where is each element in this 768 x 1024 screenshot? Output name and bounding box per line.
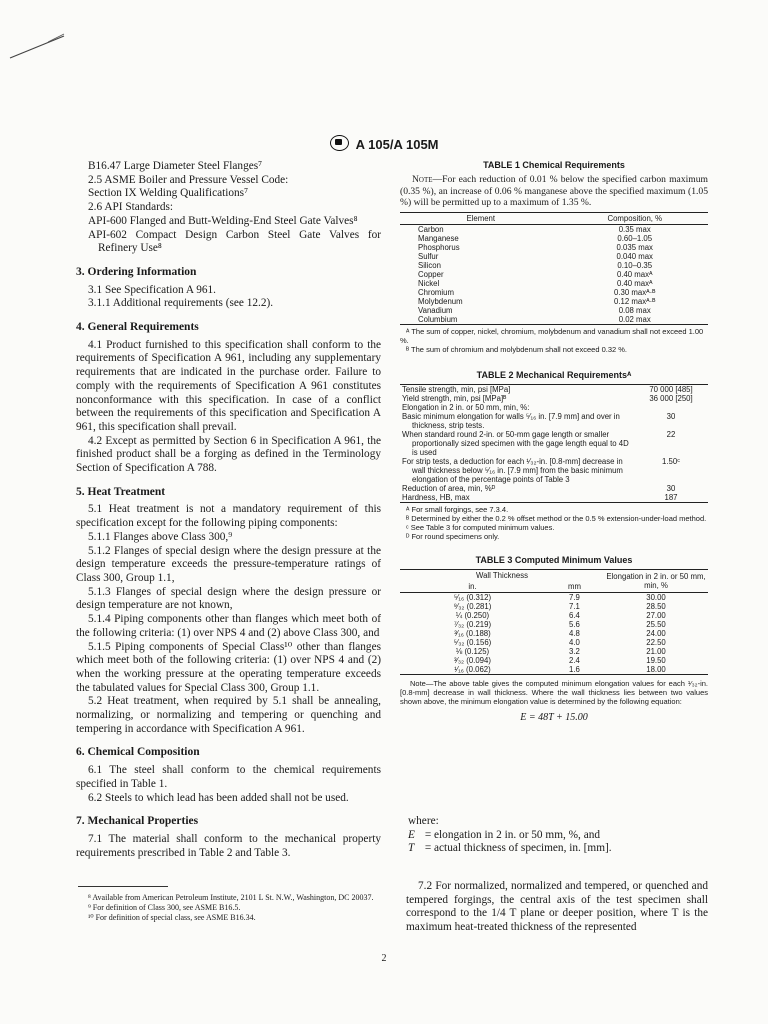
table-1-col-composition: Composition, % bbox=[607, 213, 663, 223]
table-1-footnotes bbox=[400, 327, 708, 354]
note-body: —The above table gives the computed minimum elongation values for each ¹⁄₃₂-in. [0.8-mm] decrease in wall thickness. Where the wall thickness lies between two values shown above, the minimum elongation value is determined by the following equation: bbox=[400, 678, 708, 706]
requirement-cell: Yield strength, min, psi [MPa]ᴮ bbox=[402, 393, 507, 403]
composition-cell: 0.40 maxᴬ bbox=[616, 278, 653, 288]
body-paragraph: 4.2 Except as permitted by Section 6 in Specification A 961, the finished product shall be a forging as defined in the Terminology Section of Specification A 788. bbox=[76, 434, 381, 475]
table-1-grid bbox=[400, 212, 708, 325]
inch-cell: ⁵⁄₃₂ (0.156) bbox=[453, 637, 492, 647]
element-cell: Carbon bbox=[418, 224, 444, 234]
mm-cell: 5.6 bbox=[569, 619, 580, 629]
variable-definition bbox=[408, 842, 708, 856]
elongation-equation: E = 48T + 15.00 bbox=[520, 711, 588, 723]
table-row bbox=[400, 457, 708, 484]
composition-cell: 0.08 max bbox=[618, 305, 651, 315]
paragraph-7-2-text: 7.2 For normalized, normalized and tempered, or quenched and tempered forgings, the central axis of the test specimen shall correspond to the 1/4 T plane or deeper position, where T is the maximum heat-treated thickness of the represented bbox=[406, 880, 708, 933]
table-3-col-in: in. bbox=[468, 581, 477, 591]
table-row bbox=[400, 252, 708, 261]
table-row bbox=[400, 288, 708, 297]
table-row bbox=[400, 656, 708, 665]
variable-symbol: T bbox=[408, 842, 415, 854]
inch-cell: ³⁄₃₂ (0.094) bbox=[453, 655, 491, 665]
variable-text: = actual thickness of specimen, in. [mm]. bbox=[424, 842, 612, 854]
table-2-grid bbox=[400, 384, 708, 503]
table-row bbox=[400, 297, 708, 306]
table-row bbox=[400, 665, 708, 675]
body-paragraph: 5.1.1 Flanges above Class 300,⁹ bbox=[88, 530, 233, 543]
inch-cell: ¹⁄₁₆ (0.062) bbox=[454, 664, 491, 674]
requirement-cell: For strip tests, a deduction for each ¹⁄₃₂-in. [0.8-mm] decrease in wall thickness below ⁵⁄₁₆ in. [7.9 mm] from the basic minimum elongation of the percentage points of Table 3 bbox=[402, 456, 623, 484]
table-row bbox=[400, 279, 708, 288]
elongation-cell: 25.50 bbox=[646, 619, 666, 629]
where-intro: where: bbox=[408, 815, 439, 827]
variable-symbol: E bbox=[408, 828, 415, 841]
table-row bbox=[400, 592, 708, 602]
table-row bbox=[400, 629, 708, 638]
elongation-cell: 27.00 bbox=[646, 610, 666, 620]
value-cell: 36 000 [250] bbox=[649, 393, 693, 403]
value-cell bbox=[634, 403, 708, 412]
element-cell: Phosphorus bbox=[418, 242, 460, 252]
table-3-note bbox=[400, 679, 708, 706]
table-row bbox=[400, 261, 708, 270]
requirement-cell: Tensile strength, min, psi [MPa] bbox=[402, 384, 511, 394]
table-3-col-mm: mm bbox=[567, 581, 581, 591]
requirement-cell: Elongation in 2 in. or 50 mm, min, %: bbox=[402, 402, 530, 412]
body-paragraph: 7.1 The material shall conform to the mechanical property requirements prescribed in Table 2 and Table 3. bbox=[76, 832, 381, 859]
table-row bbox=[400, 638, 708, 647]
body-paragraph: 5.1.4 Piping components other than flanges which meet both of the following criteria: (1) over NPS 4 and (2) above Class 300, and bbox=[76, 613, 381, 639]
composition-cell: 0.035 max bbox=[616, 242, 653, 252]
paragraph-7-2 bbox=[406, 880, 708, 934]
composition-cell: 0.40 maxᴬ bbox=[616, 269, 653, 279]
table-row bbox=[400, 493, 708, 503]
table-1-note bbox=[400, 174, 708, 209]
composition-cell: 0.30 maxᴬ·ᴮ bbox=[614, 287, 656, 297]
body-paragraph: 5.1.2 Flanges of special design where the design pressure at the design temperature exceeds the pressure-temperature ratings of Class 300, Group 1.1, bbox=[76, 544, 381, 584]
note-label: Note bbox=[410, 678, 426, 688]
footnote: ¹⁰ For definition of special class, see ASME B16.34. bbox=[88, 913, 256, 922]
requirement-cell: Basic minimum elongation for walls ⁵⁄₁₆ in. [7.9 mm] and over in thickness, strip tests. bbox=[402, 411, 620, 430]
elongation-cell: 24.00 bbox=[646, 628, 666, 638]
table-row bbox=[400, 270, 708, 279]
body-paragraph: API-602 Compact Design Carbon Steel Gate Valves for Refinery Use⁸ bbox=[88, 228, 381, 255]
body-paragraph: API-600 Flanged and Butt-Welding-End Steel Gate Valves⁸ bbox=[88, 214, 358, 227]
footnote: ⁸ Available from American Petroleum Institute, 2101 L St. N.W., Washington, DC 20037. bbox=[88, 893, 374, 902]
variable-text: = elongation in 2 in. or 50 mm, %, and bbox=[424, 828, 601, 841]
requirement-cell: Hardness, HB, max bbox=[402, 492, 470, 502]
right-column bbox=[400, 160, 708, 723]
element-cell: Columbium bbox=[418, 314, 458, 324]
mm-cell: 3.2 bbox=[569, 646, 580, 656]
table-2-title: TABLE 2 Mechanical Requirementsᴬ bbox=[476, 369, 632, 380]
value-cell: 22 bbox=[666, 429, 676, 439]
table-row bbox=[400, 620, 708, 629]
table-2 bbox=[400, 370, 708, 541]
body-paragraph: 2.5 ASME Boiler and Pressure Vessel Code: bbox=[88, 173, 289, 186]
composition-cell: 0.35 max bbox=[618, 224, 651, 234]
table-row bbox=[400, 315, 708, 325]
elongation-cell: 30.00 bbox=[646, 592, 666, 602]
page-footnotes bbox=[78, 886, 378, 923]
body-paragraph: 5.2 Heat treatment, when required by 5.1 shall be annealing, normalizing, or normalizing and tempering or quenching and tempering in accordance with Specification A 961. bbox=[76, 695, 381, 735]
element-cell: Sulfur bbox=[418, 251, 439, 261]
elongation-cell: 18.00 bbox=[646, 664, 666, 674]
section-heading: 7. Mechanical Properties bbox=[76, 815, 199, 828]
variable-definition bbox=[408, 829, 708, 843]
table-row bbox=[400, 306, 708, 315]
table-row bbox=[400, 484, 708, 493]
table-row bbox=[400, 412, 708, 430]
table-3-col-elongation: Elongation in 2 in. or 50 mm, min, % bbox=[606, 571, 706, 590]
mm-cell: 1.6 bbox=[569, 664, 580, 674]
table-1-title: TABLE 1 Chemical Requirements bbox=[483, 160, 625, 170]
note-label: Note bbox=[412, 174, 433, 185]
section-heading: 6. Chemical Composition bbox=[76, 746, 200, 759]
value-cell: 30 bbox=[666, 411, 676, 421]
section-heading: 4. General Requirements bbox=[76, 321, 199, 334]
inch-cell: ⅛ (0.125) bbox=[455, 646, 490, 656]
footnote-rule bbox=[78, 886, 168, 887]
body-paragraph: 3.1.1 Additional requirements (see 12.2). bbox=[88, 297, 274, 310]
body-paragraph: 6.1 The steel shall conform to the chemical requirements specified in Table 1. bbox=[76, 764, 381, 790]
footnote: ⁹ For definition of Class 300, see ASME B16.5. bbox=[88, 903, 241, 912]
body-paragraph: 5.1 Heat treatment is not a mandatory requirement of this specification except for the following piping components: bbox=[76, 503, 381, 530]
astm-logo-icon bbox=[330, 135, 349, 151]
elongation-cell: 22.50 bbox=[646, 637, 666, 647]
value-cell: 30 bbox=[666, 483, 676, 493]
value-cell: 70 000 [485] bbox=[649, 384, 693, 394]
element-cell: Chromium bbox=[418, 287, 454, 297]
document-header bbox=[0, 135, 768, 152]
value-cell: 1.50ᶜ bbox=[662, 456, 680, 466]
mm-cell: 4.8 bbox=[569, 628, 580, 638]
body-paragraph: 5.1.3 Flanges of special design where the design pressure or design temperature are not known, bbox=[76, 585, 381, 612]
requirement-cell: Reduction of area, min, %ᴰ bbox=[402, 483, 496, 493]
inch-cell: ⁹⁄₃₂ (0.281) bbox=[453, 601, 492, 611]
table-footnote: ᴬ For small forgings, see 7.3.4. bbox=[406, 504, 509, 514]
table-row bbox=[400, 602, 708, 611]
element-cell: Silicon bbox=[418, 260, 441, 270]
inch-cell: ⁷⁄₃₂ (0.219) bbox=[453, 619, 492, 629]
body-paragraph: 4.1 Product furnished to this specification shall conform to the requirements of Specification A 961, including any supplementary requirements that are indicated in the purchase order. Failure to comply with the requirements of Specification A 961 constitutes nonconformance with this specification. In case of a conflict between the requirements of this specification and Specification A 961, this specification shall prevail. bbox=[76, 338, 381, 433]
table-3-grid bbox=[400, 569, 708, 675]
table-row bbox=[400, 403, 708, 412]
body-paragraph: 6.2 Steels to which lead has been added shall not be used. bbox=[88, 791, 349, 804]
value-cell: 187 bbox=[664, 492, 678, 502]
table-row bbox=[400, 384, 708, 394]
element-cell: Manganese bbox=[418, 233, 459, 243]
table-3-title: TABLE 3 Computed Minimum Values bbox=[475, 554, 633, 565]
body-paragraph: 3.1 See Specification A 961. bbox=[88, 283, 217, 296]
element-cell: Vanadium bbox=[418, 305, 453, 315]
body-paragraph: B16.47 Large Diameter Steel Flanges⁷ bbox=[88, 160, 263, 172]
section-heading: 5. Heat Treatment bbox=[76, 485, 166, 498]
note-body: —For each reduction of 0.01 % below the specified carbon maximum (0.35 %), an increase of 0.06 % manganese above the specified maximum (1.05 %) will be permitted up to a maximum of 1.35 %. bbox=[400, 174, 708, 208]
body-paragraph: 5.1.5 Piping components of Special Class¹⁰ other than flanges which meet both of the following criteria: (1) over NPS 4 and (2) when the working pressure at the operating temperature exceeds the tabulated values for Special Class 300, Group 1.1. bbox=[76, 640, 381, 694]
table-row bbox=[400, 647, 708, 656]
inch-cell: ¼ (0.250) bbox=[455, 610, 490, 620]
table-3 bbox=[400, 555, 708, 723]
composition-cell: 0.02 max bbox=[618, 314, 651, 324]
table-row bbox=[400, 394, 708, 403]
table-row bbox=[400, 234, 708, 243]
mm-cell: 6.4 bbox=[569, 610, 580, 620]
table-footnote: ᴰ For round specimens only. bbox=[406, 531, 500, 541]
table-2-footnotes bbox=[400, 505, 708, 541]
element-cell: Copper bbox=[418, 269, 444, 279]
mm-cell: 2.4 bbox=[569, 655, 580, 665]
element-cell: Molybdenum bbox=[418, 296, 463, 306]
table-footnote: ᴮ The sum of chromium and molybdenum shall not exceed 0.32 %. bbox=[406, 344, 628, 354]
body-paragraph: Section IX Welding Qualifications⁷ bbox=[88, 187, 249, 200]
body-paragraph: 2.6 API Standards: bbox=[88, 201, 174, 214]
scan-mark bbox=[8, 30, 66, 60]
element-cell: Nickel bbox=[418, 278, 440, 288]
table-footnote: ᴬ The sum of copper, nickel, chromium, molybdenum and vanadium shall not exceed 1.00 %. bbox=[400, 326, 704, 345]
composition-cell: 0.040 max bbox=[616, 251, 653, 261]
composition-cell: 0.60–1.05 bbox=[617, 233, 653, 243]
elongation-cell: 19.50 bbox=[646, 655, 666, 665]
table-row bbox=[400, 611, 708, 620]
table-footnote: ᴮ Determined by either the 0.2 % offset method or the 0.5 % extension-under-load method. bbox=[406, 513, 707, 523]
table-footnote: ᶜ See Table 3 for computed minimum values. bbox=[406, 522, 555, 532]
table-1-col-element: Element bbox=[466, 213, 496, 223]
section-heading: 3. Ordering Information bbox=[76, 265, 197, 278]
left-column bbox=[76, 160, 381, 860]
composition-cell: 0.12 maxᴬ·ᴮ bbox=[614, 296, 656, 306]
table-1 bbox=[400, 160, 708, 354]
inch-cell: ⁵⁄₁₆ (0.312) bbox=[453, 592, 492, 602]
mm-cell: 7.1 bbox=[569, 601, 580, 611]
document-designation: A 105/A 105M bbox=[355, 137, 439, 152]
page-number: 2 bbox=[381, 953, 387, 964]
table-3-col-wall: Wall Thickness bbox=[476, 570, 528, 580]
where-block bbox=[408, 815, 708, 856]
table-row bbox=[400, 224, 708, 234]
mm-cell: 4.0 bbox=[569, 637, 580, 647]
elongation-cell: 21.00 bbox=[646, 646, 666, 656]
table-row bbox=[400, 430, 708, 457]
elongation-cell: 28.50 bbox=[646, 601, 666, 611]
requirement-cell: When standard round 2-in. or 50-mm gage length or smaller proportionally sized specimen with the gage length equal to 4D is used bbox=[402, 429, 629, 457]
composition-cell: 0.10–0.35 bbox=[617, 260, 653, 270]
table-row bbox=[400, 243, 708, 252]
mm-cell: 7.9 bbox=[569, 592, 580, 602]
inch-cell: ³⁄₁₆ (0.188) bbox=[454, 628, 491, 638]
